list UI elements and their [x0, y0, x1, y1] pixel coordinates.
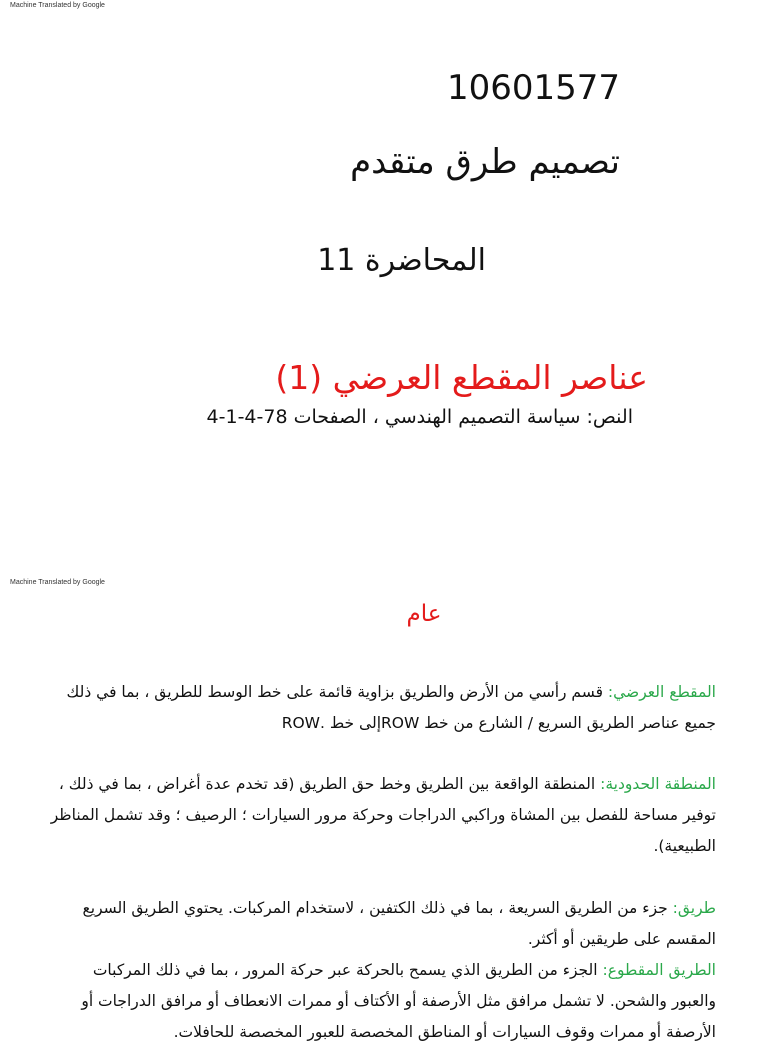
lecture-number: المحاضرة 11 — [317, 243, 486, 278]
content-slide — [0, 575, 768, 1041]
definition-paragraph — [44, 769, 716, 862]
course-code: 10601577 — [446, 68, 620, 108]
definition-text: المنطقة الواقعة بين الطريق وخط حق الطريق (قد تخدم عدة أغراض ، بما في ذلك ، توفير مساحة للفصل بين المشاة وراكبي الدراجات وحركة مرور السيارات ؛ الرصيف ؛ وقد تشمل المناظر الطبيعية). — [50, 775, 716, 855]
definition-term: الطريق المقطوع: — [602, 961, 716, 979]
definition-text: قسم رأسي من الأرض والطريق بزاوية قائمة على خط الوسط للطريق ، بما في ذلك جميع عناصر الطريق السريع / الشارع من خط ROWإلى خط .ROW — [66, 683, 716, 732]
machine-translation-watermark: Machine Translated by Google — [10, 2, 105, 9]
definition-term: المقطع العرضي: — [607, 683, 716, 701]
definition-text: الجزء من الطريق الذي يسمح بالحركة عبر حركة المرور ، بما في ذلك المركبات والعبور والشحن. لا تشمل مرافق مثل الأرصفة أو الأكتاف أو ممرات الانعطاف أو مرافق الدراجات أو الأرصفة أو ممرات وقوف السيارات أو المناطق المخصصة للعبور المخصصة للحافلات. — [81, 961, 716, 1041]
definition-paragraph — [44, 955, 716, 1048]
section-title: عام — [406, 601, 442, 627]
definition-term: طريق: — [672, 899, 716, 917]
lecture-topic: عناصر المقطع العرضي (1) — [275, 358, 648, 397]
source-reference: النص: سياسة التصميم الهندسي ، الصفحات 78-4-1-4 — [206, 406, 633, 428]
course-title: تصميم طرق متقدم — [350, 142, 620, 182]
definition-paragraph — [44, 893, 716, 955]
machine-translation-watermark: Machine Translated by Google — [10, 579, 105, 586]
definition-paragraph — [44, 677, 716, 739]
definition-term: المنطقة الحدودية: — [600, 775, 716, 793]
definition-text: جزء من الطريق السريعة ، بما في ذلك الكتفين ، لاستخدام المركبات. يحتوي الطريق السريع المقسم على طريقين أو أكثر. — [82, 899, 716, 948]
